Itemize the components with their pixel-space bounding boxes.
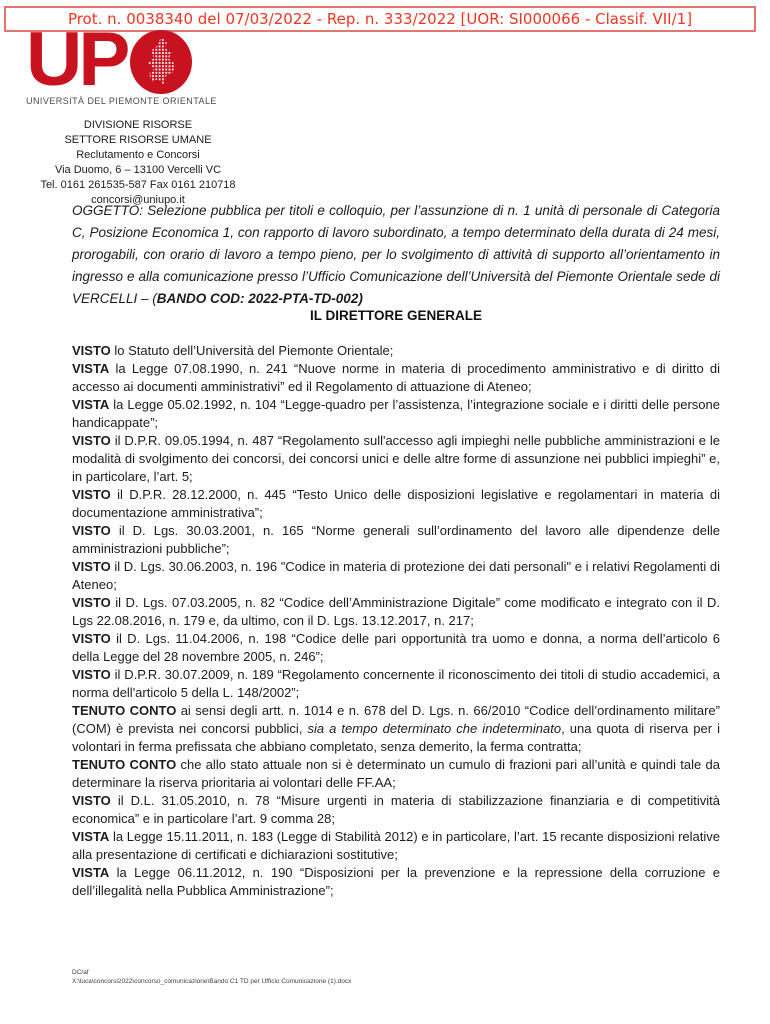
piedmont-dotted-map-icon [129, 29, 193, 100]
emphasis-text: VISTO [72, 487, 111, 502]
emphasis-text: VISTO [72, 433, 111, 448]
recital-paragraph [72, 558, 720, 594]
recital-paragraph [72, 630, 720, 666]
body-text: il D.P.R. 09.05.1994, n. 487 “Regolamento sull'accesso agli impieghi nelle pubbliche amministrazioni e le modalità di svolgimento dei concorsi, dei concorsi unici e delle altre forme di assunzione nei pubblici impieghi” e, in particolare, l’art. 5; [72, 433, 720, 484]
emphasis-text: VISTO [72, 667, 111, 682]
recitals [72, 342, 720, 900]
body-text: OGGETTO: Selezione pubblica per titoli e colloquio, per l’assunzione di n. 1 unità di personale di Categoria C, Posizione Economica 1, con rapporto di lavoro subordinato, a tempo determinato della durata di 24 mesi, prorogabili, con orario di lavoro a tempo pieno, per lo svolgimento di attività di supporto all’orientamento in ingresso e alla comunicazione presso l’Ufficio Comunicazione dell’Università del Piemonte Orientale sede di VERCELLI – ( [72, 203, 720, 306]
protocol-stamp-text: Prot. n. 0038340 del 07/03/2022 - Rep. n. 333/2022 [UOR: SI000066 - Classif. VII/1] [67, 10, 693, 28]
emphasis-text: VISTO [72, 631, 111, 646]
recital-paragraph [72, 342, 720, 360]
body-text: la Legge 07.08.1990, n. 241 “Nuove norme in materia di procedimento amministrativo e di diritto di accesso ai documenti amministrativi” ed il Regolamento di attuazione di Ateneo; [72, 361, 720, 394]
recital-paragraph [72, 864, 720, 900]
recital-paragraph [72, 486, 720, 522]
emphasis-text: BANDO COD: 2022-PTA-TD-002) [156, 291, 363, 306]
contact-block [16, 118, 260, 208]
university-name: UNIVERSITÀ DEL PIEMONTE ORIENTALE [26, 96, 217, 106]
subject-paragraph [72, 200, 720, 310]
recital-paragraph [72, 666, 720, 702]
body-text: la Legge 06.11.2012, n. 190 “Disposizioni per la prevenzione e la repressione della corruzione e dell’illegalità nella Pubblica Amministrazione”; [72, 865, 720, 898]
recital-paragraph [72, 702, 720, 756]
emphasis-text: VISTA [72, 865, 110, 880]
recital-paragraph [72, 522, 720, 558]
emphasis-text: VISTO [72, 793, 111, 808]
emphasis-text: TENUTO CONTO [72, 703, 177, 718]
upo-logo-letters: UP [26, 15, 127, 102]
body-text: il D.P.R. 28.12.2000, n. 445 “Testo Unico delle disposizioni legislative e regolamentari in materia di documentazione amministrativa”; [72, 487, 720, 520]
body-text: il D.P.R. 30.07.2009, n. 189 “Regolamento concernente il riconoscimento dei titoli di studio accademici, a norma dell'articolo 5 della L. 148/2002”; [72, 667, 720, 700]
emphasis-text: VISTA [72, 361, 110, 376]
footer-file-path: X:\luca\concorsi2022\concorso_comunicazione\Bando C1 TD per Ufficio Comunicazione (1).docx [72, 978, 352, 985]
emphasis-text: TENUTO CONTO [72, 757, 177, 772]
emphasis-text: VISTA [72, 397, 110, 412]
body-text: la Legge 05.02.1992, n. 104 “Legge-quadro per l’assistenza, l’integrazione sociale e i diritti delle persone handicappate”; [72, 397, 720, 430]
body-text: che allo stato attuale non si è determinato un cumulo di frazioni pari all’unità e quindi tale da determinare la riserva prioritaria ai volontari delle FF.AA; [72, 757, 720, 790]
contact-line-sector: SETTORE RISORSE UMANE [64, 134, 212, 146]
body-text: , una quota di riserva per i volontari in ferma prefissata che abbiano completato, senza demerito, la ferma contratta; [72, 721, 721, 754]
emphasis-text: VISTO [72, 343, 111, 358]
body-text: ai sensi degli artt. n. 1014 e n. 678 del D. Lgs. n. 66/2010 “Codice dell’ordinamento militare” (COM) è prevista nei concorsi pubblici, [72, 703, 720, 736]
body-text: il D. Lgs. 30.06.2003, n. 196 "Codice in materia di protezione dei dati personali" e i relativi Regolamenti di Ateneo; [72, 559, 720, 592]
contact-line-division: DIVISIONE RISORSE [83, 119, 193, 131]
emphasis-text: VISTA [72, 829, 110, 844]
recital-paragraph [72, 828, 720, 864]
recital-paragraph [72, 792, 720, 828]
contact-line-email: concorsi@uniupo.it [91, 194, 185, 206]
recital-paragraph [72, 594, 720, 630]
body-text: il D. Lgs. 30.03.2001, n. 165 “Norme generali sull’ordinamento del lavoro alle dipendenze delle amministrazioni pubbliche”; [72, 523, 720, 556]
recital-paragraph [72, 432, 720, 486]
contact-line-office: Reclutamento e Concorsi [76, 149, 200, 161]
body-text: il D. Lgs. 11.04.2006, n. 198 “Codice delle pari opportunità tra uomo e donna, a norma dell’articolo 6 della Legge del 28 novembre 2005, n. 246”; [72, 631, 720, 664]
body-text: sia a tempo determinato che indeterminato [307, 721, 562, 736]
director-general-heading: IL DIRETTORE GENERALE [309, 308, 483, 323]
contact-line-phone-fax: Tel. 0161 261535-587 Fax 0161 210718 [40, 179, 236, 191]
emphasis-text: VISTO [72, 595, 111, 610]
emphasis-text: VISTO [72, 523, 111, 538]
body-text: il D.L. 31.05.2010, n. 78 “Misure urgenti in materia di stabilizzazione finanziaria e di competitività economica” e in particolare l’art. 9 comma 28; [72, 793, 720, 826]
footer-initials: DC/af [72, 969, 89, 976]
body-text: la Legge 15.11.2011, n. 183 (Legge di Stabilità 2012) e in particolare, l’art. 15 recante disposizioni relative alla presentazione di certificati e dichiarazioni sostitutive; [72, 829, 720, 862]
body-text: il D. Lgs. 07.03.2005, n. 82 “Codice dell’Amministrazione Digitale” come modificato e integrato con il D. Lgs 22.08.2016, n. 179 e, da ultimo, con il D. Lgs. 13.12.2017, n. 217; [72, 595, 720, 628]
recital-paragraph [72, 756, 720, 792]
body-text: lo Statuto dell’Università del Piemonte Orientale; [110, 343, 394, 358]
recital-paragraph [72, 396, 720, 432]
page-footer [72, 968, 572, 986]
recital-paragraph [72, 360, 720, 396]
emphasis-text: VISTO [72, 559, 111, 574]
contact-line-address: Via Duomo, 6 – 13100 Vercelli VC [54, 164, 222, 176]
